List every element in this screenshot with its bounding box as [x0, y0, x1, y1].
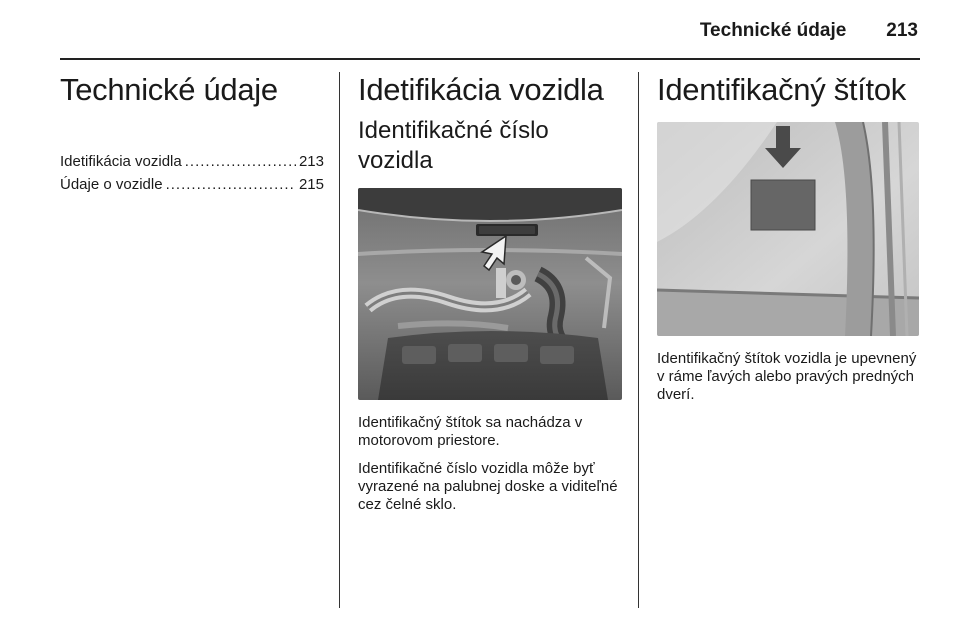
column-identification-plate [657, 72, 921, 404]
column-chapter-toc [60, 72, 324, 196]
running-header [700, 20, 918, 42]
subsection-heading: Identifikačné číslo vozidla [358, 117, 549, 174]
chapter-title: Technické údaje [60, 72, 278, 107]
toc-entry-title: Údaje o vozidle [60, 176, 163, 193]
page-number: 213 [886, 20, 918, 41]
toc-leader-dots [166, 173, 296, 196]
toc-entry-page: 213 [298, 153, 324, 170]
paragraph: Identifikačný štítok vozidla je upevnený v ráme ľavých alebo pravých predných dverí. [657, 350, 917, 403]
column-divider-2 [638, 72, 639, 608]
toc-entry-page: 215 [298, 176, 324, 193]
engine-compartment-illustration [358, 188, 622, 400]
door-frame-plate-illustration [657, 122, 919, 336]
toc-entry[interactable] [60, 150, 324, 173]
toc-leader-dots [185, 150, 296, 173]
table-of-contents [60, 150, 324, 196]
header-rule [60, 58, 920, 60]
section-heading: Idetifikácia vozidla [358, 72, 604, 107]
toc-entry-title: Idetifikácia vozidla [60, 153, 182, 170]
running-header-title: Technické údaje [699, 20, 847, 41]
paragraph: Identifikačné číslo vozidla môže byť vyrazené na palubnej doske a viditeľné cez čelné sklo. [358, 460, 618, 513]
column-vehicle-identification [358, 72, 622, 514]
column-divider-1 [339, 72, 340, 608]
paragraph: Identifikačný štítok sa nachádza v motorovom priestore. [358, 414, 583, 449]
toc-entry[interactable] [60, 173, 324, 196]
section-heading: Identifikačný štítok [657, 72, 907, 107]
